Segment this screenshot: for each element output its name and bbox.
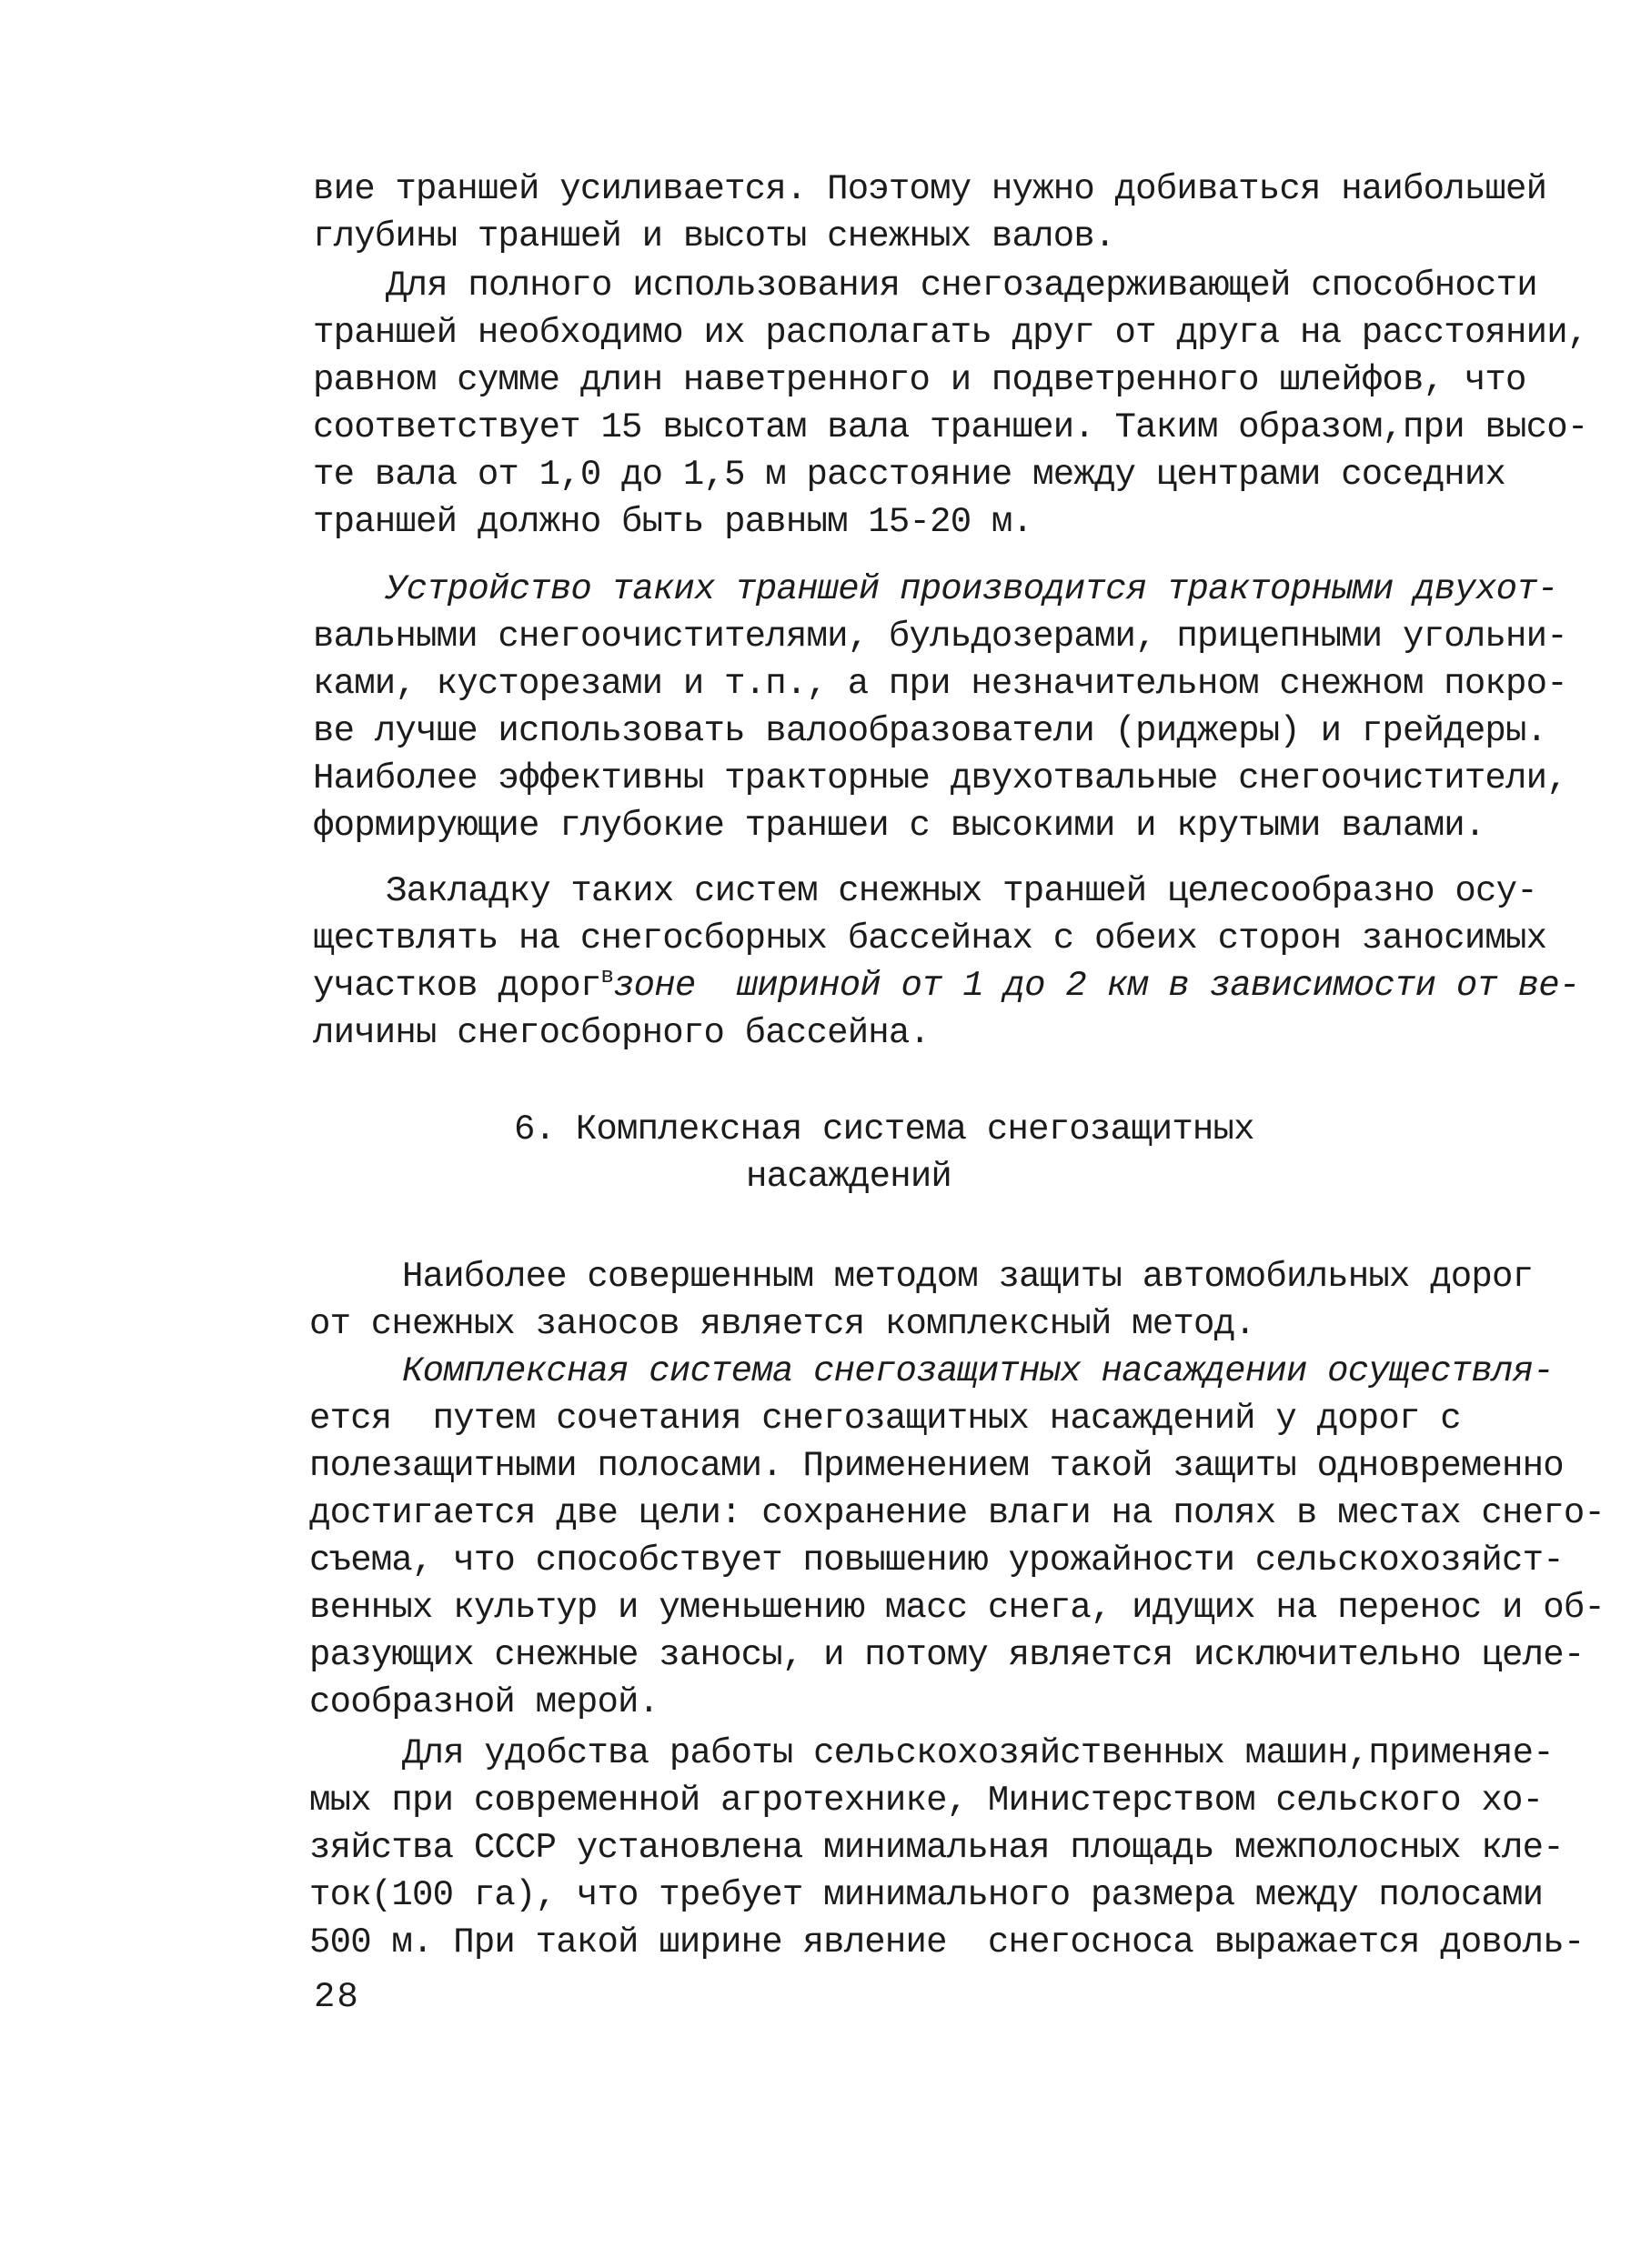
text-line: полезащитными полосами. Применением такой защиты одновременно: [309, 1446, 1564, 1486]
text-line: 500 м. При такой ширине явление снегосноса выражается доволь-: [309, 1922, 1585, 1962]
text-span: зоне шириной от 1 до 2 км в зависимости от ве-: [613, 966, 1580, 1006]
text-line: разующих снежные заносы, и потому является исключительно целе-: [309, 1635, 1585, 1675]
text-line: сообразной мерой.: [309, 1682, 659, 1722]
text-line: съема, что способствует повышению урожайности сельскохозяйст-: [309, 1540, 1564, 1581]
text-line: вальными снегоочистителями, бульдозерами, прицепными угольни-: [313, 617, 1567, 657]
text-line: Закладку таких систем снежных траншей целесообразно осу-: [386, 871, 1537, 911]
text-line: те вала от 1,0 до 1,5 м расстояние между центрами соседних: [313, 455, 1506, 495]
text-line: личины снегосборного бассейна.: [313, 1013, 931, 1053]
text-line: вие траншей усиливается. Поэтому нужно добиваться наибольшей: [313, 169, 1547, 209]
text-line: Устройство таких траншей производится тракторными двухот-: [386, 569, 1558, 609]
page-number: 28: [314, 1977, 360, 2017]
text-line: траншей необходимо их располагать друг от друга на расстоянии,: [313, 313, 1588, 353]
text-line: формирующие глубокие траншеи с высокими и крутыми валами.: [313, 806, 1485, 846]
text-line: мых при современной агротехнике, Министерством сельского хо-: [309, 1781, 1544, 1821]
text-line: соответствует 15 высотам вала траншеи. Таким образом,при высо-: [313, 407, 1588, 447]
section-heading-line: насаждений: [746, 1157, 952, 1197]
text-line: Для удобства работы сельскохозяйственных машин,применяе-: [402, 1733, 1554, 1773]
section-heading-line: 6. Комплексная система снегозащитных: [514, 1109, 1254, 1149]
text-line: ками, кусторезами и т.п., а при незначительном снежном покро-: [313, 664, 1567, 704]
text-line: Комплексная система снегозащитных насаждении осуществля-: [402, 1351, 1554, 1391]
text-line: Для полного использования снегозадерживающей способности: [386, 266, 1537, 306]
text-line: глубины траншей и высоты снежных валов.: [313, 216, 1115, 256]
text-line: равном сумме длин наветренного и подветренного шлейфов, что: [313, 360, 1526, 400]
text-line: достигается две цели: сохранение влаги на полях в местах снего-: [309, 1493, 1606, 1533]
text-line: Наиболее совершенным методом защиты автомобильных дорог: [402, 1257, 1534, 1297]
text-line: ществлять на снегосборных бассейнах с обеих сторон заносимых: [313, 918, 1547, 958]
text-line: ве лучше использовать валообразователи (риджеры) и грейдеры.: [313, 711, 1547, 751]
text-line: венных культур и уменьшению масс снега, идущих на перенос и об-: [309, 1588, 1606, 1628]
text-line: Наиболее эффективны тракторные двухотвальные снегоочистители,: [313, 758, 1567, 798]
text-line: ется путем сочетания снегозащитных насаждений у дорог с: [309, 1399, 1461, 1439]
superscript: в: [600, 965, 614, 989]
text-line: зяйства СССР установлена минимальная площадь межполосных кле-: [309, 1828, 1564, 1868]
text-line: траншей должно быть равным 15-20 м.: [313, 502, 1033, 542]
text-line: от снежных заносов является комплексный метод.: [309, 1304, 1255, 1344]
text-line: [313, 962, 1579, 1009]
text-line: ток(100 га), что требует минимального размера между полосами: [309, 1875, 1544, 1915]
text-span: участков дорог: [313, 966, 601, 1006]
